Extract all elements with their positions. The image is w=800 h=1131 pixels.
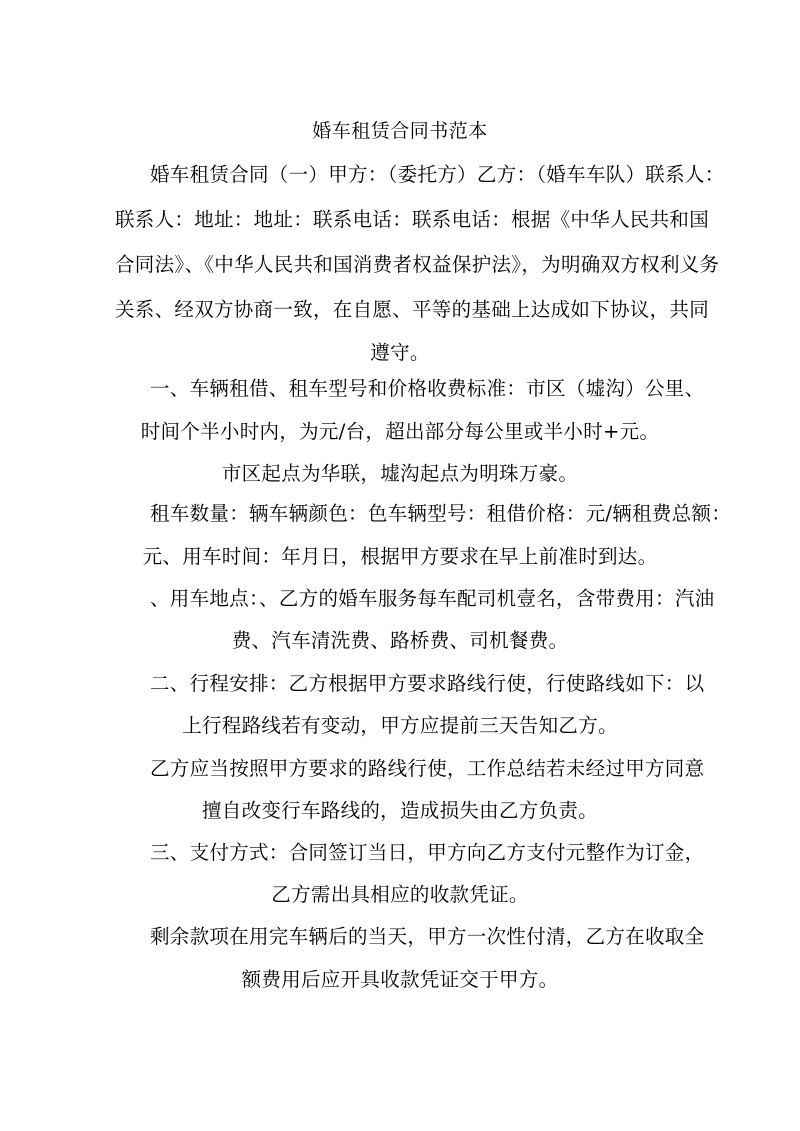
- paragraph-line: 乙方需出具相应的收款凭证。: [271, 883, 529, 906]
- paragraph-line: 市区起点为华联，墟沟起点为明珠万豪。: [221, 462, 579, 485]
- paragraph-line: 乙方应当按照甲方要求的路线行使，工作总结若未经过甲方同意: [150, 757, 705, 780]
- section-heading-line: 三、支付方式：合同签订当日，甲方向乙方支付元整作为订金，: [150, 841, 705, 864]
- paragraph-line: 擅自改变行车路线的，造成损失由乙方负责。: [201, 799, 598, 822]
- paragraph-line: 联系人：地址：地址：联系电话：联系电话：根据《中华人民共和国: [115, 208, 710, 231]
- document-title: 婚车租赁合同书范本: [312, 120, 488, 142]
- section-heading-line: 二、行程安排：乙方根据甲方要求路线行使，行使路线如下：以: [150, 672, 705, 695]
- paragraph-line: 上行程路线若有变动，甲方应提前三天告知乙方。: [182, 714, 618, 737]
- section-heading-line: 一、车辆租借、租车型号和价格收费标准：市区（墟沟）公里、: [150, 377, 705, 400]
- paragraph-line: 遵守。: [370, 341, 430, 364]
- paragraph-line: 合同法》、《中华人民共和国消费者权益保护法》，为明确双方权利义务: [115, 253, 720, 276]
- paragraph-line: 费、汽车清洗费、路桥费、司机餐费。: [231, 629, 569, 652]
- paragraph-line: 关系、经双方协商一致，在自愿、平等的基础上达成如下协议，共同: [115, 298, 710, 321]
- paragraph-line: 额费用后应开具收款凭证交于甲方。: [241, 968, 559, 991]
- paragraph-line: 租车数量：辆车辆颜色：色车辆型号：租借价格：元/辆租费总额：: [150, 502, 732, 525]
- paragraph-line: 元、用车时间：年月日，根据甲方要求在早上前准时到达。: [142, 545, 658, 568]
- paragraph-line: 婚车租赁合同（一）甲方：（委托方）乙方：（婚车车队）联系人：: [150, 163, 725, 186]
- paragraph-line: 剩余款项在用完车辆后的当天，甲方一次性付清，乙方在收取全: [150, 925, 705, 948]
- paragraph-line: 、用车地点：、乙方的婚车服务每车配司机壹名，含带费用：汽油: [150, 587, 715, 610]
- paragraph-line: 时间个半小时内，为元/台，超出部分每公里或半小时+元。: [140, 420, 660, 443]
